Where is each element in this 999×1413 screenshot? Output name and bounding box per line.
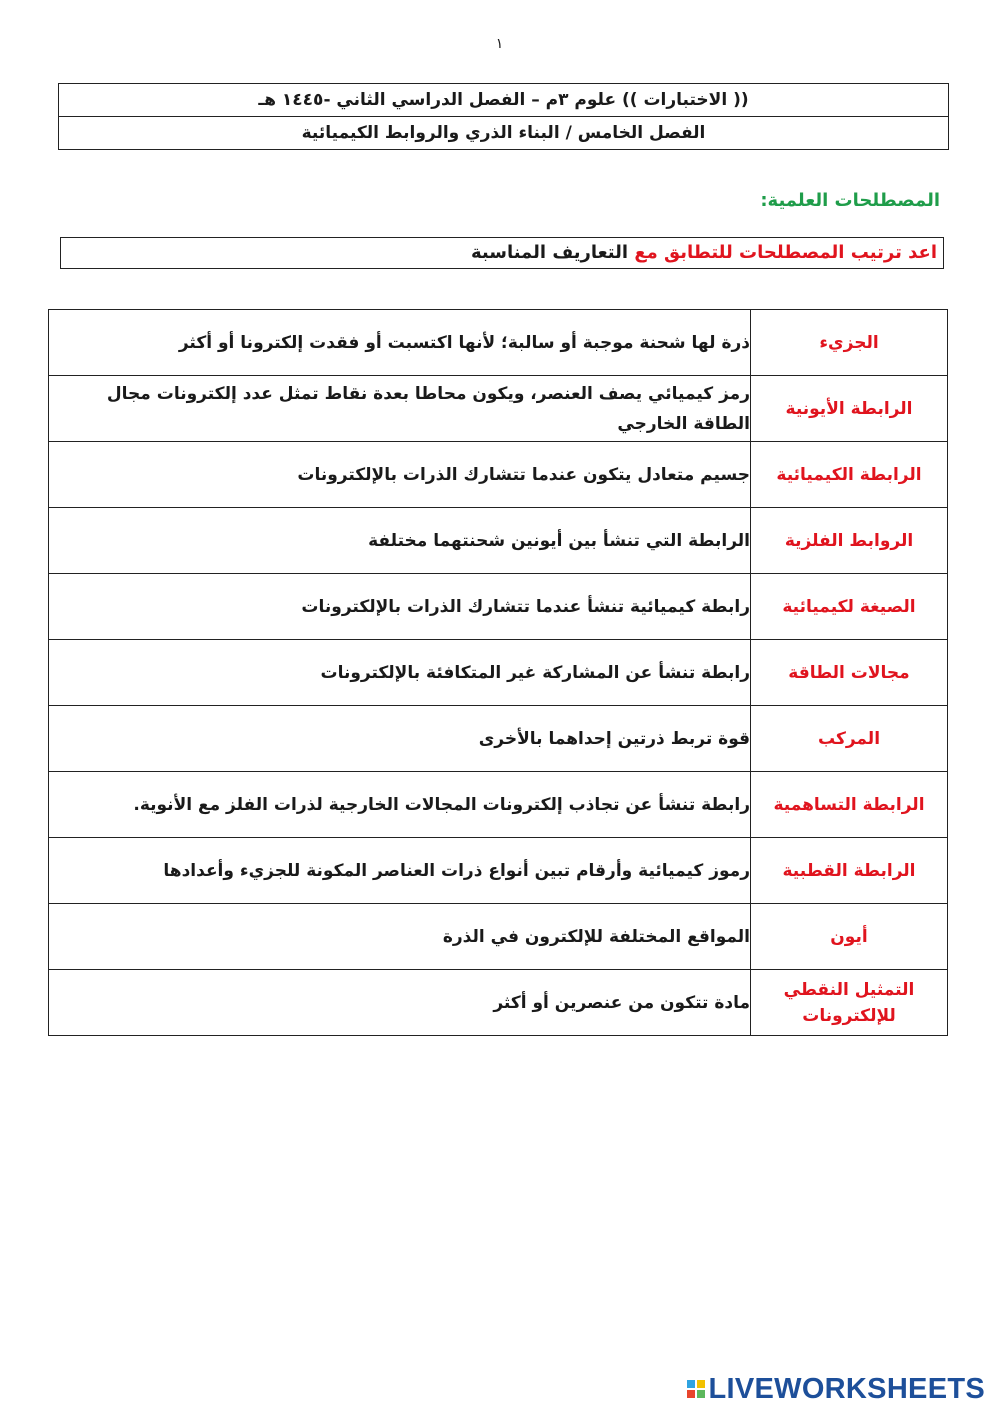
table-row	[49, 442, 948, 508]
logo-square	[687, 1390, 695, 1398]
logo-square	[687, 1380, 695, 1388]
table-row	[49, 310, 948, 376]
instruction-text-red: اعد ترتيب المصطلحات للتطابق مع	[634, 242, 937, 263]
definition-cell: جسيم متعادل يتكون عندما تتشارك الذرات بالإلكترونات	[49, 442, 751, 508]
table-row	[49, 508, 948, 574]
term-cell[interactable]: الروابط الفلزية	[751, 508, 948, 574]
definition-cell: رابطة كيميائية تنشأ عندما تتشارك الذرات بالإلكترونات	[49, 574, 751, 640]
logo-grid-icon	[687, 1380, 705, 1398]
definition-cell: رموز كيميائية وأرقام تبين أنواع ذرات العناصر المكونة للجزيء وأعدادها	[49, 838, 751, 904]
term-cell[interactable]: التمثيل النقطي للإلكترونات	[751, 970, 948, 1036]
term-cell[interactable]: الرابطة الأيونية	[751, 376, 948, 442]
table-row	[49, 772, 948, 838]
table-row	[49, 574, 948, 640]
table-row	[49, 640, 948, 706]
table-row	[49, 970, 948, 1036]
definition-cell: رمز كيميائي يصف العنصر، ويكون محاطا بعدة نقاط تمثل عدد إلكترونات مجال الطاقة الخارجي	[49, 376, 751, 442]
instruction-box	[60, 237, 944, 269]
term-cell[interactable]: الرابطة الكيميائية	[751, 442, 948, 508]
definition-cell: الرابطة التي تنشأ بين أيونين شحنتهما مختلفة	[49, 508, 751, 574]
term-cell[interactable]: الرابطة التساهمية	[751, 772, 948, 838]
title-box	[58, 83, 949, 150]
table-row	[49, 838, 948, 904]
term-cell[interactable]: أيون	[751, 904, 948, 970]
table-row	[49, 706, 948, 772]
term-cell[interactable]: الصيغة لكيميائية	[751, 574, 948, 640]
exam-title: (( الاختبارات )) علوم ٣م – الفصل الدراسي الثاني -١٤٤٥ هـ	[258, 90, 749, 110]
page-number: ١	[495, 36, 504, 52]
liveworksheets-logo[interactable]	[687, 1372, 986, 1406]
term-cell[interactable]: الرابطة القطبية	[751, 838, 948, 904]
table-row	[49, 376, 948, 442]
term-cell[interactable]: المركب	[751, 706, 948, 772]
table-row	[49, 904, 948, 970]
chapter-title: الفصل الخامس / البناء الذري والروابط الكيميائية	[59, 116, 948, 149]
definition-cell: رابطة تنشأ عن تجاذب إلكترونات المجالات الخارجية لذرات الفلز مع الأنوية.	[49, 772, 751, 838]
definition-cell: ذرة لها شحنة موجبة أو سالبة؛ لأنها اكتسبت أو فقدت إلكترونا أو أكثر	[49, 310, 751, 376]
logo-text: LIVEWORKSHEETS	[708, 1372, 985, 1405]
definition-cell: رابطة تنشأ عن المشاركة غير المتكافئة بالإلكترونات	[49, 640, 751, 706]
definition-cell: قوة تربط ذرتين إحداهما بالأخرى	[49, 706, 751, 772]
definition-cell: مادة تتكون من عنصرين أو أكثر	[49, 970, 751, 1036]
definition-cell: المواقع المختلفة للإلكترون في الذرة	[49, 904, 751, 970]
section-heading: المصطلحات العلمية:	[760, 190, 940, 211]
term-cell[interactable]: الجزيء	[751, 310, 948, 376]
logo-square	[697, 1380, 705, 1388]
matching-table	[48, 309, 948, 1036]
logo-square	[697, 1390, 705, 1398]
instruction-text-dark: التعاريف المناسبة	[470, 242, 635, 263]
term-cell[interactable]: مجالات الطاقة	[751, 640, 948, 706]
